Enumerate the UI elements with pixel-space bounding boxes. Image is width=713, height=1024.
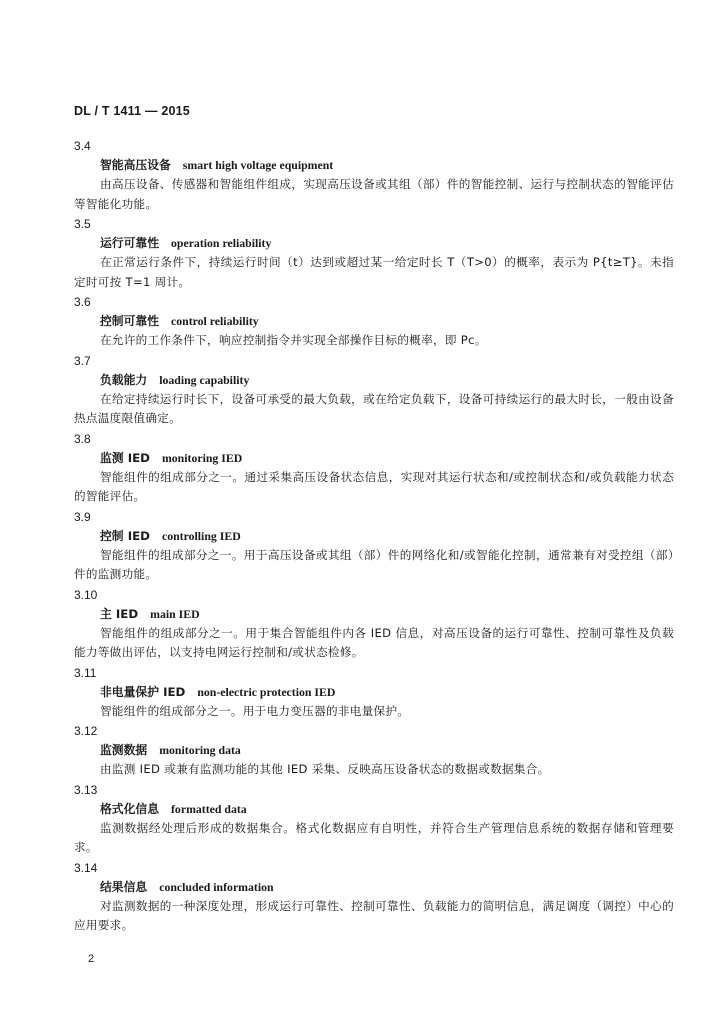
term-english: monitoring data [159, 743, 241, 757]
term-entry [74, 214, 674, 292]
clause-number: 3.13 [74, 782, 98, 797]
term-heading [74, 800, 674, 819]
term-chinese: 智能高压设备 [100, 158, 171, 172]
term-chinese: 控制 IED [100, 528, 150, 543]
clause-number: 3.9 [74, 509, 91, 524]
term-english: monitoring IED [161, 450, 243, 465]
clause-number: 3.7 [74, 353, 91, 368]
term-definition: 在允许的工作条件下，响应控制指令并实现全部操作目标的概率，即 Pc。 [100, 333, 487, 347]
term-entry [74, 351, 674, 429]
term-heading [74, 156, 674, 175]
term-definition: 智能组件的组成部分之一。用于高压设备或其组（部）件的网络化和/或智能化控制，通常兼有对受控组（部）件的监测功能。 [74, 547, 674, 581]
clause-number: 3.10 [74, 587, 98, 602]
term-chinese: 非电量保护 IED [100, 684, 186, 699]
term-definition: 智能组件的组成部分之一。用于集合智能组件内各 IED 信息，对高压设备的运行可靠性、控制可靠性及负载能力等做出评估，以支持电网运行控制和/或状态检修。 [74, 625, 674, 659]
term-heading [74, 683, 674, 702]
clause-number: 3.8 [74, 431, 91, 446]
term-heading [74, 878, 674, 897]
term-entry [74, 585, 674, 663]
term-english: main IED [150, 606, 200, 621]
term-definition: 在正常运行条件下，持续运行时间（t）达到或超过某一给定时长 T（T>0）的概率，表示为 P{t≥T}。未指定时可按 T=1 周计。 [74, 255, 674, 289]
term-chinese: 监测 IED [100, 450, 150, 465]
term-entry [74, 507, 674, 585]
term-chinese: 控制可靠性 [100, 314, 159, 328]
term-entry [74, 663, 674, 722]
term-english: controlling IED [161, 528, 241, 543]
term-heading [74, 371, 674, 390]
term-heading [74, 527, 674, 546]
term-chinese: 负载能力 [100, 372, 148, 387]
term-entry [74, 858, 674, 936]
term-english: loading capability [159, 372, 250, 387]
clause-number: 3.14 [74, 860, 98, 875]
term-english: operation reliability [171, 236, 272, 250]
page-number: 2 [88, 953, 95, 965]
term-entry [74, 429, 674, 507]
term-heading [74, 605, 674, 624]
term-chinese: 主 IED [100, 606, 139, 621]
term-chinese: 结果信息 [100, 879, 148, 894]
term-heading [74, 312, 674, 331]
term-english: non-electric protection IED [197, 684, 336, 699]
term-english: smart high voltage equipment [182, 158, 334, 172]
term-entry [74, 780, 674, 858]
term-list [74, 136, 674, 936]
clause-number: 3.11 [74, 665, 97, 680]
clause-number: 3.12 [74, 724, 98, 738]
term-chinese: 格式化信息 [100, 801, 159, 816]
term-chinese: 监测数据 [100, 743, 148, 757]
term-entry [74, 292, 674, 351]
term-entry [74, 136, 674, 214]
term-english: formatted data [171, 801, 247, 816]
term-definition: 在给定持续运行时长下，设备可承受的最大负载，或在给定负载下，设备可持续运行的最大时长，一般由设备热点温度限值确定。 [74, 391, 674, 425]
term-chinese: 运行可靠性 [100, 236, 159, 250]
term-definition: 智能组件的组成部分之一。用于电力变压器的非电量保护。 [100, 703, 410, 718]
clause-number: 3.5 [74, 217, 91, 231]
term-heading [74, 449, 674, 468]
term-definition: 监测数据经处理后形成的数据集合。格式化数据应有自明性，并符合生产管理信息系统的数据存储和管理要求。 [74, 820, 674, 854]
term-heading [74, 234, 674, 253]
term-english: concluded information [159, 879, 274, 894]
term-definition: 由高压设备、传感器和智能组件组成，实现高压设备或其组（部）件的智能控制、运行与控制状态的智能评估等智能化功能。 [74, 177, 674, 211]
term-heading [74, 741, 674, 760]
clause-number: 3.6 [74, 295, 91, 309]
term-definition: 由监测 IED 或兼有监测功能的其他 IED 采集、反映高压设备状态的数据或数据集合。 [100, 762, 550, 776]
clause-number: 3.4 [74, 139, 91, 153]
term-entry [74, 721, 674, 780]
standard-code: DL / T 1411 — 2015 [74, 104, 190, 118]
term-english: control reliability [171, 314, 259, 328]
term-definition: 智能组件的组成部分之一。通过采集高压设备状态信息，实现对其运行状态和/或控制状态和/或负载能力状态的智能评估。 [74, 469, 674, 503]
term-definition: 对监测数据的一种深度处理，形成运行可靠性、控制可靠性、负载能力的简明信息，满足调度（调控）中心的应用要求。 [74, 898, 674, 932]
